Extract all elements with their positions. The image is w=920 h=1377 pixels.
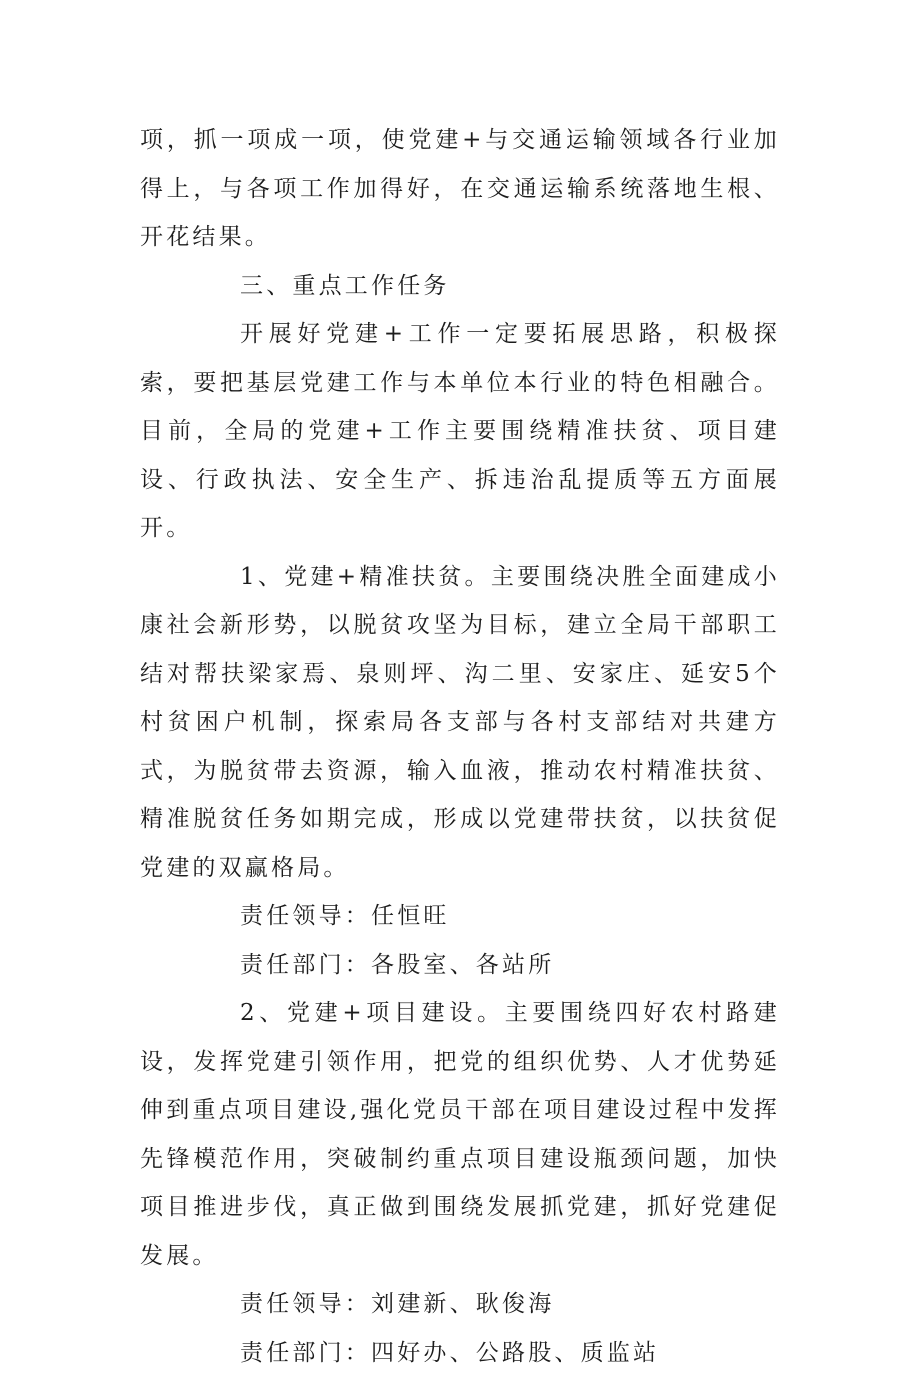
paragraph-overview: 开展好党建+工作一定要拓展思路，积极探索，要把基层党建工作与本单位本行业的特色相融合。目前，全局的党建+工作主要围绕精准扶贫、项目建设、行政执法、安全生产、拆违治乱提质等五方面展开。 xyxy=(140,310,780,553)
document-body xyxy=(140,116,780,1377)
section-heading-key-tasks: 三、重点工作任务 xyxy=(140,262,780,311)
responsible-leader-2: 责任领导：刘建新、耿俊海 xyxy=(140,1280,780,1329)
paragraph-item-1-poverty-alleviation: 1、党建+精准扶贫。主要围绕决胜全面建成小康社会新形势，以脱贫攻坚为目标，建立全局干部职工结对帮扶梁家焉、泉则坪、沟二里、安家庄、延安5个村贫困户机制，探索局各支部与各村支部结对共建方式，为脱贫带去资源，输入血液，推动农村精准扶贫、精准脱贫任务如期完成，形成以党建带扶贫，以扶贫促党建的双赢格局。 xyxy=(140,553,780,893)
responsible-department-1: 责任部门：各股室、各站所 xyxy=(140,941,780,990)
paragraph-item-2-project-construction: 2、党建+项目建设。主要围绕四好农村路建设，发挥党建引领作用，把党的组织优势、人才优势延伸到重点项目建设,强化党员干部在项目建设过程中发挥先锋模范作用，突破制约重点项目建设瓶颈问题，加快项目推进步伐，真正做到围绕发展抓党建，抓好党建促发展。 xyxy=(140,989,780,1280)
responsible-leader-1: 责任领导：任恒旺 xyxy=(140,892,780,941)
paragraph-intro-continued: 项，抓一项成一项，使党建+与交通运输领域各行业加得上，与各项工作加得好，在交通运输系统落地生根、开花结果。 xyxy=(140,116,780,262)
responsible-department-2: 责任部门：四好办、公路股、质监站 xyxy=(140,1329,780,1377)
